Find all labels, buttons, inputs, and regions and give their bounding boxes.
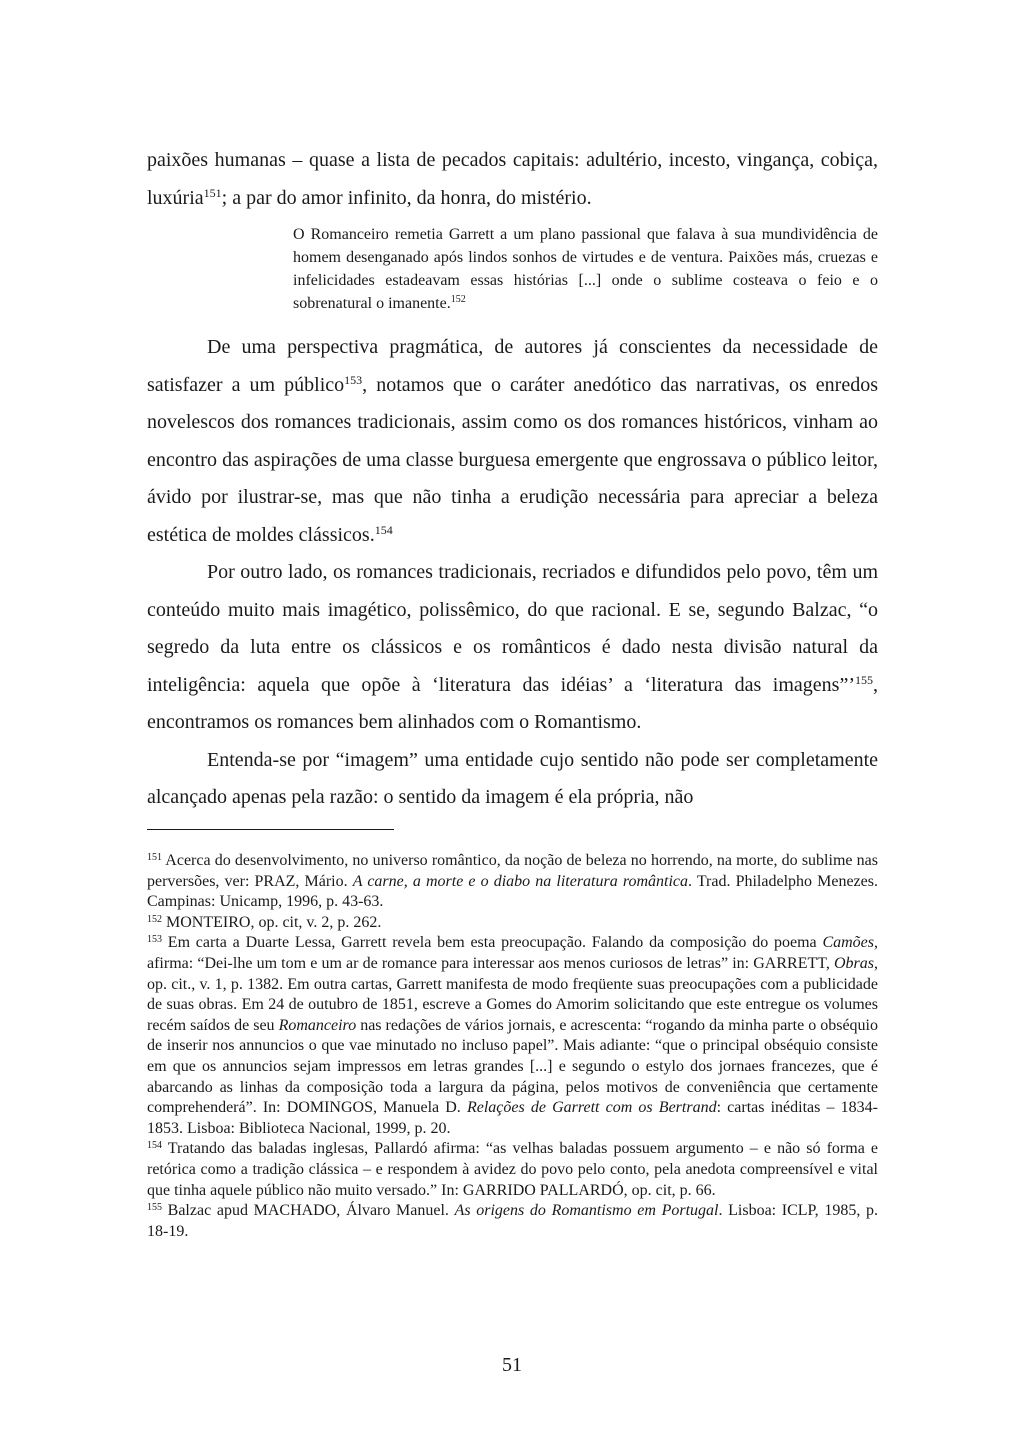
work-title: Obras [833,954,874,972]
paragraph-4: Entenda-se por “imagem” uma entidade cujo sentido não pode ser completamente alcançado apenas pela razão: o sentido da imagem é ela própria, não [147,748,878,808]
footnote-ref-151[interactable]: 151 [203,185,222,200]
footnote-154: $^{154}$ Tratando das baladas inglesas, Pallardó afirma: “as velhas baladas possuem argumento – e não só forma e retórica como a tradição clássica – e respondem à avidez do povo pelo conto, pela anedota compreensível e vital que tinha aquele público não muito versado.” In: GARRIDO PALLARDÓ, op. cit, p. 66. [147,1140,878,1199]
footnote-151: $^{151}$ Acerca do desenvolvimento, no universo romântico, da noção de beleza no horrendo, na morte, do sublime nas perversões, ver: PRAZ, Mário. A carne, a morte e o diabo na literatura romântica. Trad. Philadelpho Menezes. Campinas: Unicamp, 1996, p. 43-63. [147,852,878,911]
work-title: Camões [822,934,874,952]
main-text [147,142,878,817]
paragraph-2: De uma perspectiva pragmática, de autores já conscientes da necessidade de satisfazer a um público$^{153}$, notamos que o caráter anedótico das narrativas, os enredos novelescos dos romances tradicionais, assim como os dos romances históricos, vinham ao encontro das aspirações de uma classe burguesa emergente que engrossava o público leitor, ávido por ilustrar-se, mas que não tinha a erudição necessária para apreciar a beleza estética de moldes clássicos.$^{154}$ [147,336,878,546]
footnote-separator [147,829,394,830]
work-title: Romanceiro [278,1016,357,1034]
footnote-ref-155[interactable]: 155 [855,672,873,687]
footnote-153: $^{153}$ Em carta a Duarte Lessa, Garrett revela bem esta preocupação. Falando da composição do poema Camões, afirma: “Dei-lhe um tom e um ar de romance para interessar aos menos curiosos de letras” in: GARRETT, Obras, op. cit., v. 1, p. 1382. Em outra cartas, Garrett manifesta de modo freqüente suas preocupações com a publicidade de suas obras. Em 24 de outubro de 1851, escreve a Gomes do Amorim solicitando que este entregue os volumes recém saídos de seu Romanceiro nas redações de vários jornais, e acrescenta: “rogando da minha parte o obséquio de inserir nos annuncios o que vae minutado no incluso papel”. Mais adiante: “que o principal obséquio consiste em que os annuncios sejam impressos em letras grandes [...] e segundo o estylo dos jornaes francezes, que é abarcando as linhas da composição toda a largura da página, pelos motivos de conveniência que certamente comprehenderá”. In: DOMINGOS, Manuela D. Relações de Garrett com os Bertrand: cartas inéditas – 1834-1853. Lisboa: Biblioteca Nacional, 1999, p. 20. [147,934,878,1137]
footnote-155: $^{155}$ Balzac apud MACHADO, Álvaro Manuel. As origens do Romantismo em Portugal. Lisboa: ICLP, 1985, p. 18-19. [147,1202,879,1240]
footnote-ref-153[interactable]: 153 [344,372,363,387]
footnote-ref-154[interactable]: 154 [374,522,393,537]
book-title: As origens do Romantismo em Portugal [454,1202,719,1220]
page-number: 51 [502,1354,522,1376]
footnotes [147,851,878,1242]
book-title: A carne, a morte e o diabo na literatura romântica [352,872,689,890]
footnote-ref-152[interactable]: 152 [450,294,466,305]
paragraph-3: Por outro lado, os romances tradicionais, recriados e difundidos pelo povo, têm um conteúdo muito mais imagético, polissêmico, do que racional. E se, segundo Balzac, “o segredo da luta entre os clássicos e os românticos é dado nesta divisão natural da inteligência: aquela que opõe à ‘literatura das idéias’ a ‘literatura das imagens”’$^{155}$, encontramos os romances bem alinhados com o Romantismo. [147,561,878,733]
book-title: Relações de Garrett com os Bertrand [466,1099,717,1117]
block-quote: O Romanceiro remetia Garrett a um plano passional que falava à sua mundividência de homem desenganado após lindos sonhos de virtudes e de ventura. Paixões más, cruezas e infelicidades estadeavam essas histórias [...] onde o sublime costeava o feio e o sobrenatural o imanente.$^{152}$ [293,226,878,312]
footnote-152: $^{152}$ MONTEIRO, op. cit, v. 2, p. 262. [147,913,382,931]
paragraph-1: paixões humanas – quase a lista de pecados capitais: adultério, incesto, vingança, cobiça, luxúria$^{151}$; a par do amor infinito, da honra, do mistério. [147,149,878,209]
